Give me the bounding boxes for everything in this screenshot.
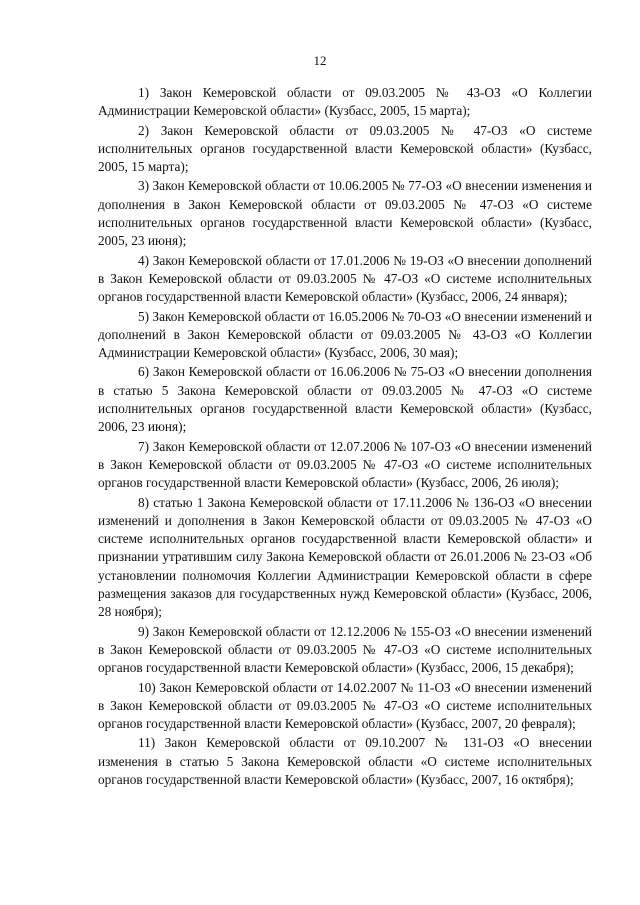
list-item: 11) Закон Кемеровской области от 09.10.2007 № 131-ОЗ «О внесении изменения в статью 5 Закона Кемеровской области «О системе исполнительных органов государственной власти Кемеровской области» (Кузбасс, 2007, 16 октября); <box>98 735 592 787</box>
list-item: 2) Закон Кемеровской области от 09.03.2005 № 47-ОЗ «О системе исполнительных органов государственной власти Кемеровской области» (Кузбасс, 2005, 15 марта); <box>98 122 592 175</box>
list-item: 5) Закон Кемеровской области от 16.05.2006 № 70-ОЗ «О внесении изменений и дополнений в Закон Кемеровской области от 09.03.2005 № 43-ОЗ «О Коллегии Администрации Кемеровской области» (Кузбасс, 2006, 30 мая); <box>98 308 592 361</box>
list-item: 1) Закон Кемеровской области от 09.03.2005 № 43-ОЗ «О Коллегии Администрации Кемеровской области» (Кузбасс, 2005, 15 марта); <box>98 85 592 119</box>
list-item: 6) Закон Кемеровской области от 16.06.2006 № 75-ОЗ «О внесении дополнения в статью 5 Закона Кемеровской области от 09.03.2005 № 47-ОЗ «О системе исполнительных органов государственной власти Кемеровской области» (Кузбасс, 2006, 23 июня); <box>98 364 592 435</box>
list-item: 9) Закон Кемеровской области от 12.12.2006 № 155-ОЗ «О внесении изменений в Закон Кемеровской области от 09.03.2005 № 47-ОЗ «О системе исполнительных органов государственной власти Кемеровской области» (Кузбасс, 2006, 15 декабря); <box>98 623 592 676</box>
list-item: 7) Закон Кемеровской области от 12.07.2006 № 107-ОЗ «О внесении изменений в Закон Кемеровской области от 09.03.2005 № 47-ОЗ «О системе исполнительных органов государственной власти Кемеровской области» (Кузбасс, 2006, 26 июля); <box>98 438 592 491</box>
list-item: 8) статью 1 Закона Кемеровской области от 17.11.2006 № 136-ОЗ «О внесении изменений и дополнения в Закон Кемеровской области от 09.03.2005 № 47-ОЗ «О системе исполнительных органов государственной власти Кемеровской области» и признании утратившим силу Закона Кемеровской области от 26.01.2006 № 23-ОЗ «Об установлении полномочия Коллегии Администрации Кемеровской области в сфере размещения заказов для государственных нужд Кемеровской области» (Кузбасс, 2006, 28 ноября); <box>98 494 592 620</box>
page-number: 12 <box>313 53 327 68</box>
list-item: 3) Закон Кемеровской области от 10.06.2005 № 77-ОЗ «О внесении изменения и дополнения в Закон Кемеровской области от 09.03.2005 № 47-ОЗ «О системе исполнительных органов государственной власти Кемеровской области» (Кузбасс, 2005, 23 июня); <box>98 178 592 249</box>
list-item: 4) Закон Кемеровской области от 17.01.2006 № 19-ОЗ «О внесении дополнений в Закон Кемеровской области от 09.03.2005 № 47-ОЗ «О системе исполнительных органов государственной власти Кемеровской области» (Кузбасс, 2006, 24 января); <box>98 252 592 305</box>
list-item: 10) Закон Кемеровской области от 14.02.2007 № 11-ОЗ «О внесении изменений в Закон Кемеровской области от 09.03.2005 № 47-ОЗ «О системе исполнительных органов государственной власти Кемеровской области» (Кузбасс, 2007, 20 февраля); <box>98 679 592 732</box>
law-list <box>98 84 592 790</box>
